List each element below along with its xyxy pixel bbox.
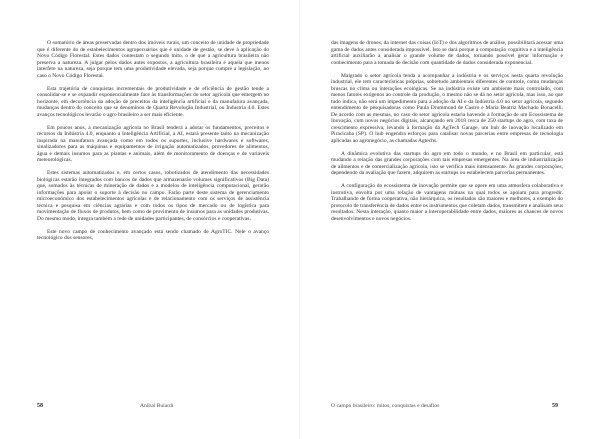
left-paragraph-1: O somatório de áreas preservadas dentro dos imóveis rurais, um conceito de unidade de propriedade que é diferente do de estabelecimentos agropecuários que é unidade de gestão, se deve à aplicação do Novo Código Florestal. Estes dados contestam o segundo mito, o de que a agricultura brasileira não preserva a natureza. A julgar pelos dados antes expostos, a agricultura brasileira é aquela que menos interfere na natureza, seja porque tem uma produtividade elevada, seja porque cumpre a legislação, no caso o Novo Código Florestal. (37, 40, 269, 79)
left-paragraph-3: Em poucos anos, a mecanização agrícola no Brasil tenderá a adotar os fundamentos, preceitos e recursos da Indústria 4.0, enquanto a Inteligência Artificial, a AI, estará presente tanto na mecanização inspirada na manufatura avançada como em todos os suportes, inclusive hardwares e softwares, sinalizadores para as máquinas e equipamentos de irrigação automatizados, provedores de alimentos, água e demais insumos para as plantas e animais, além de monitoramento de doenças e de variáveis meteorológicas. (37, 124, 269, 163)
right-text-column (331, 40, 563, 395)
left-paragraph-5: Este novo campo de conhecimento avançado está sendo chamado de AgroTIC. Nele o avanço tecnológico dos sensores, (37, 228, 269, 241)
left-paragraph-2: Esta trajetória de conquistas incrementais de produtividade e de eficiência de gestão tende a consolidar-se e se expandir exponencialmente face às transformações do setor agrícola que emergem no horizonte, em decorrência da adoção de preceitos da inteligência artificial e da manufatura avançada, mudanças dentro do conceito que se denominou de Quarta Revolução Industrial, ou Industria 4.0. Estes avanços tecnológicos levarão o agro brasileiro a ser mais eficiente. (37, 85, 269, 118)
left-text-column (37, 40, 269, 395)
left-page-number: 58 (37, 403, 43, 409)
right-paragraph-1: das imagens de drones, da internet das coisas (IoT) e dos algoritmos de análise, possibilitará acessar uma gama de dados antes considerada impossível. Isto se dará porque a computação cognitiva e a inteligência artificial auxiliarão a analisar o grande volume de dados, tornando possível gerar informação e conhecimento para a tomada de decisão com quantidade de dados considerada exponencial. (331, 40, 563, 66)
right-paragraph-2: Malgrado o setor agrícola tenda a acompanhar a indústria e os serviços nesta quarta revolução industrial, ele tem características próprias, sobretudo ambientais diferentes de controle, como mudanças bruscas no clima ou interações ecológicas. Se na indústria existe um ambiente mais controlado, com menos fatores exógenos ao controle da produção, o mesmo não se dá no setor agrícola, mas isso, ao que tudo indica, não será um impedimento para a adoção da AI e da Indústria 4.0 no setor agrícola, segundo entendimento de pesquisadoras como Paula Drummond de Castro e Maria Beatriz Machado Bonacelli. De acordo com as mesmas, no caso do setor agrícola estaria havendo a formação de um Ecossistema de Inovação, com novos negócios digitais, alcançando em 2018 cerca de 250 startups do agro, com taxa de crescimento expressiva, levando à formação da AgTech Garage, um hub de inovação localizado em Piracicaba (SP). O hub engendra esforços para catalisar novas parcerias entre empresas de tecnologia aplicadas ao agronegócio, as chamadas Agtechs. (331, 72, 563, 144)
left-paragraph-4: Estes sistemas automatizados e, em certos casos, robotizados de atendimento das necessidades biológicas estarão integrados com bancos de dados que armazenarão volumes significativos (Big Data) que, somados às técnicas de mineração de dados e a modelos de inteligência computacional, gerarão informações para apoiar o suporte à decisão no campo. Farão parte deste sistema de gerenciamento microeconômico dos estabelecimentos agrícolas e de relacionamento com os serviços de assistência técnica e pesquisa em ciências agrárias e com todos os tipos de mercado ou de logística para movimentação de fluxos de produtos, bem como de provimento de insumos para as unidades produtivas. Do mesmo modo, integra também a rede de unidades participantes, de consórcios e cooperativas. (37, 170, 269, 222)
right-paragraph-4: A configuração do ecossistema de inovação permite que se opere em uma atmosfera colaborativa e instrutiva, envolta por uma relação de vantagens mútuas na qual todos se apoiam para progredir. Trabalhando de forma cooperativa, não hierárquica, os resultados são maiores e melhores, a exemplo do protocolo de transferência de dados entre os instrumentos que coletam dados, transmitem e analisam seus resultados. Nesta interação, quanto maior a interoperabilidade entre dados, maiores as chances de novos desenvolvimentos e novos negócios. (331, 183, 563, 222)
right-paragraph-3: A dinâmica evolutiva das startups do agro em todo o mundo, e no Brasil em particular, está mudando a relação das grandes corporações com tais empresas emergentes. Na área de industrialização de alimentos e de comercialização agrícola, isto se verifica mais intensamente. As grandes corporações, dependendo da avaliação que fazem, adquirem as startups ou estabelecem parcerias permanentes. (331, 150, 563, 176)
left-footer-author: Anibal Buiardi (140, 403, 174, 409)
right-page (300, 0, 600, 439)
right-footer-running-title: O campo brasileiro: mitos, conquistas e desafios (331, 403, 440, 409)
right-page-number: 59 (552, 403, 558, 409)
